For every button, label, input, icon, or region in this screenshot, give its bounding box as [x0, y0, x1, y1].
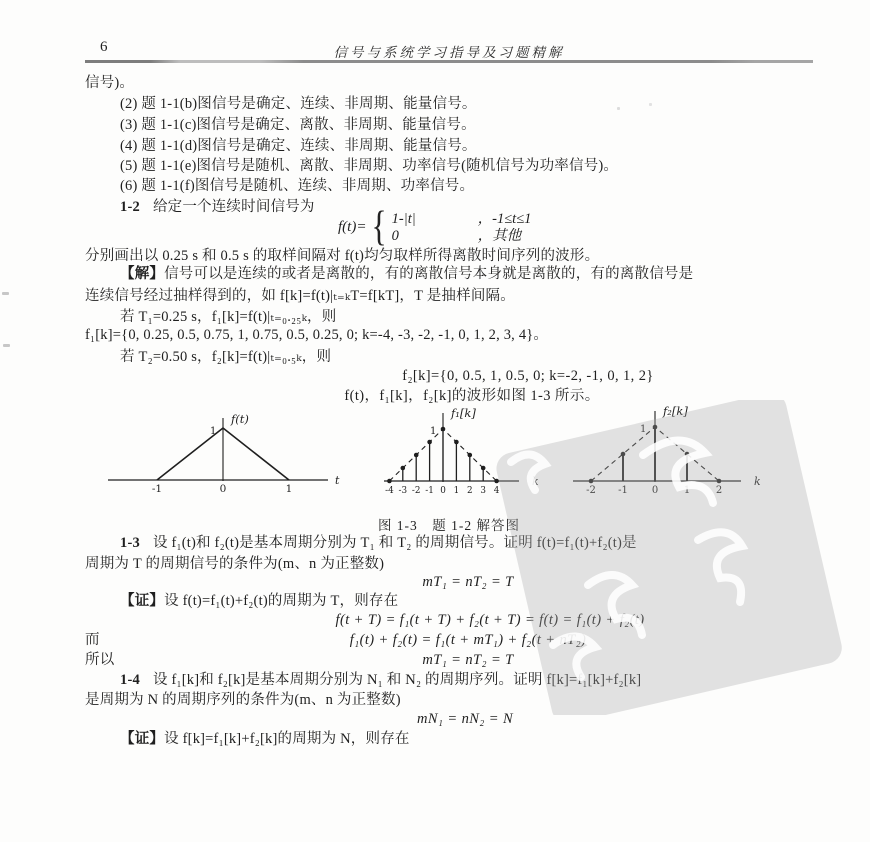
list-item-2: (2) 题 1-1(b)图信号是确定、连续、非周期、能量信号。 — [120, 96, 477, 112]
piecewise-formula — [338, 204, 532, 250]
svg-text:-2: -2 — [586, 485, 596, 496]
proof-tag: 【证】 — [120, 593, 165, 609]
equation: mT₁ = nT₂ = T — [422, 574, 514, 590]
problem-1-4-line2: 是周期为 N 的周期序列的条件为(m、n 为正整数) — [85, 692, 401, 708]
f2-sequence: f₂[k]={0, 0.5, 1, 0.5, 0; k=-2, -1, 0, 1, 2} — [402, 368, 654, 384]
problem-1-3-heading — [85, 534, 850, 553]
scan-mark — [3, 344, 10, 347]
svg-text:k: k — [754, 475, 761, 488]
condition-equation-n — [85, 710, 815, 729]
svg-text:f₂[k]: f₂[k] — [663, 404, 688, 418]
problem-number: 1-2 — [120, 199, 140, 215]
svg-text:1: 1 — [683, 485, 691, 496]
solution-line-2: 连续信号经过抽样得到的，如 f[k]=f(t)|ₜ₌ₖT=f[kT]，T 是抽样间隔。 — [85, 288, 515, 304]
svg-text:-1: -1 — [425, 486, 434, 496]
equation: mN₁ = nN₂ = N — [416, 711, 514, 727]
case-T2-line: 若 T₂=0.50 s，f₂[k]=f(t)|ₜ₌₀.₅ₖ，则 — [120, 349, 332, 365]
svg-text:-2: -2 — [411, 486, 421, 496]
svg-text:4: 4 — [493, 486, 500, 496]
figure-caption: 图 1-3 题 1-2 解答图 — [377, 518, 521, 533]
problem-heading-text: 给定一个连续时间信号为 — [152, 199, 315, 215]
equation-line-1 — [85, 611, 815, 630]
svg-text:-1: -1 — [151, 483, 163, 495]
case2-expression: 0 — [391, 227, 399, 244]
svg-text:k: k — [532, 475, 539, 488]
svg-text:-1: -1 — [618, 485, 628, 496]
waveform-note: f(t)，f₁[k]，f₂[k]的波形如图 1-3 所示。 — [344, 388, 600, 404]
svg-text:t: t — [335, 474, 340, 487]
solution-tag: 【解】 — [120, 266, 165, 282]
figure-plot-f2k — [565, 402, 770, 510]
equation-line-3 — [85, 651, 815, 670]
f2-sequence-line — [85, 367, 815, 386]
svg-text:f₁[k]: f₁[k] — [451, 406, 476, 420]
figure-plot-f1k — [381, 404, 549, 510]
svg-text:1: 1 — [430, 426, 437, 437]
equation: f(t + T) = f₁(t + T) + f₂(t + T) = f(t) = f₁(t) + f₂(t) — [335, 612, 645, 628]
connector-er: 而 — [85, 632, 100, 648]
equation: f₁(t) + f₂(t) = f₁(t + mT₁) + f₂(t + nT₂) — [349, 632, 587, 648]
svg-text:-3: -3 — [398, 486, 408, 496]
proof-text: 设 f[k]=f₁[k]+f₂[k]的周期为 N，则存在 — [164, 731, 410, 747]
svg-text:0: 0 — [219, 483, 227, 495]
list-item-6: (6) 题 1-1(f)图信号是随机、连续、非周期、功率信号。 — [120, 178, 475, 194]
svg-text:1: 1 — [453, 486, 460, 496]
problem-text: 设 f₁[k]和 f₂[k]是基本周期分别为 N₁ 和 N₂ 的周期序列。证明 f[k]=f₁[k]+f₂[k] — [152, 672, 642, 688]
proof-intro-line-n — [85, 730, 850, 749]
svg-text:-4: -4 — [385, 486, 394, 496]
condition-equation — [85, 573, 815, 592]
connector-suoyi: 所以 — [85, 652, 115, 668]
problem-1-4-heading — [85, 671, 850, 690]
problem-text: 设 f₁(t)和 f₂(t)是基本周期分别为 T₁ 和 T₂ 的周期信号。证明 f(t)=f₁(t)+f₂(t)是 — [152, 535, 637, 551]
case1-condition: ，-1≤t≤1 — [477, 210, 532, 227]
svg-text:0: 0 — [440, 486, 446, 496]
task-line: 分别画出以 0.25 s 和 0.5 s 的取样间隔对 f(t)均匀取样所得离散时间序列的波形。 — [85, 248, 600, 264]
svg-text:1: 1 — [285, 483, 293, 495]
figure-plot-ft — [98, 408, 343, 510]
problem-number: 1-3 — [120, 535, 140, 551]
scan-mark — [2, 292, 9, 295]
problem-number: 1-4 — [120, 672, 140, 688]
page-number: 6 — [100, 39, 108, 55]
proof-intro-line — [85, 592, 850, 611]
f1-sequence-line: f₁[k]={0, 0.25, 0.5, 0.75, 1, 0.75, 0.5, 0.25, 0; k=-4, -3, -2, -1, 0, 1, 2, 3, 4}。 — [85, 327, 549, 343]
solution-text: 信号可以是连续的或者是离散的，有的离散信号本身就是离散的，有的离散信号是 — [164, 266, 694, 282]
list-item-5: (5) 题 1-1(e)图信号是随机、离散、非周期、功率信号(随机信号为功率信号)。 — [120, 158, 619, 174]
svg-text:2: 2 — [715, 485, 723, 496]
svg-text:2: 2 — [466, 486, 473, 496]
svg-text:f(t): f(t) — [231, 412, 249, 426]
left-brace: { — [371, 204, 388, 250]
list-item-3: (3) 题 1-1(c)图信号是确定、离散、非周期、能量信号。 — [120, 117, 476, 133]
solution-line-1 — [85, 265, 850, 284]
svg-text:0: 0 — [651, 485, 659, 496]
list-item-4: (4) 题 1-1(d)图信号是确定、连续、非周期、能量信号。 — [120, 138, 477, 154]
case2-condition: ，其他 — [477, 227, 522, 244]
equation-line-2 — [85, 631, 815, 650]
equation: mT₁ = nT₂ = T — [422, 652, 514, 668]
svg-text:3: 3 — [480, 486, 487, 496]
proof-text: 设 f(t)=f₁(t)+f₂(t)的周期为 T，则存在 — [164, 593, 399, 609]
proof-tag: 【证】 — [120, 731, 165, 747]
problem-1-3-line2: 周期为 T 的周期信号的条件为(m、n 为正整数) — [85, 556, 385, 572]
running-head-title: 信号与系统学习指导及习题精解 — [333, 45, 565, 60]
formula-lhs: f(t)= — [338, 218, 367, 235]
text-line-continuation: 信号)。 — [85, 75, 135, 91]
case1-expression: 1-|t| — [391, 210, 416, 227]
svg-text:1: 1 — [210, 426, 217, 437]
case-T1-line: 若 T₁=0.25 s，f₁[k]=f(t)|ₜ₌₀.₂₅ₖ，则 — [120, 309, 337, 325]
svg-text:1: 1 — [640, 424, 647, 435]
header-rule — [85, 60, 813, 63]
